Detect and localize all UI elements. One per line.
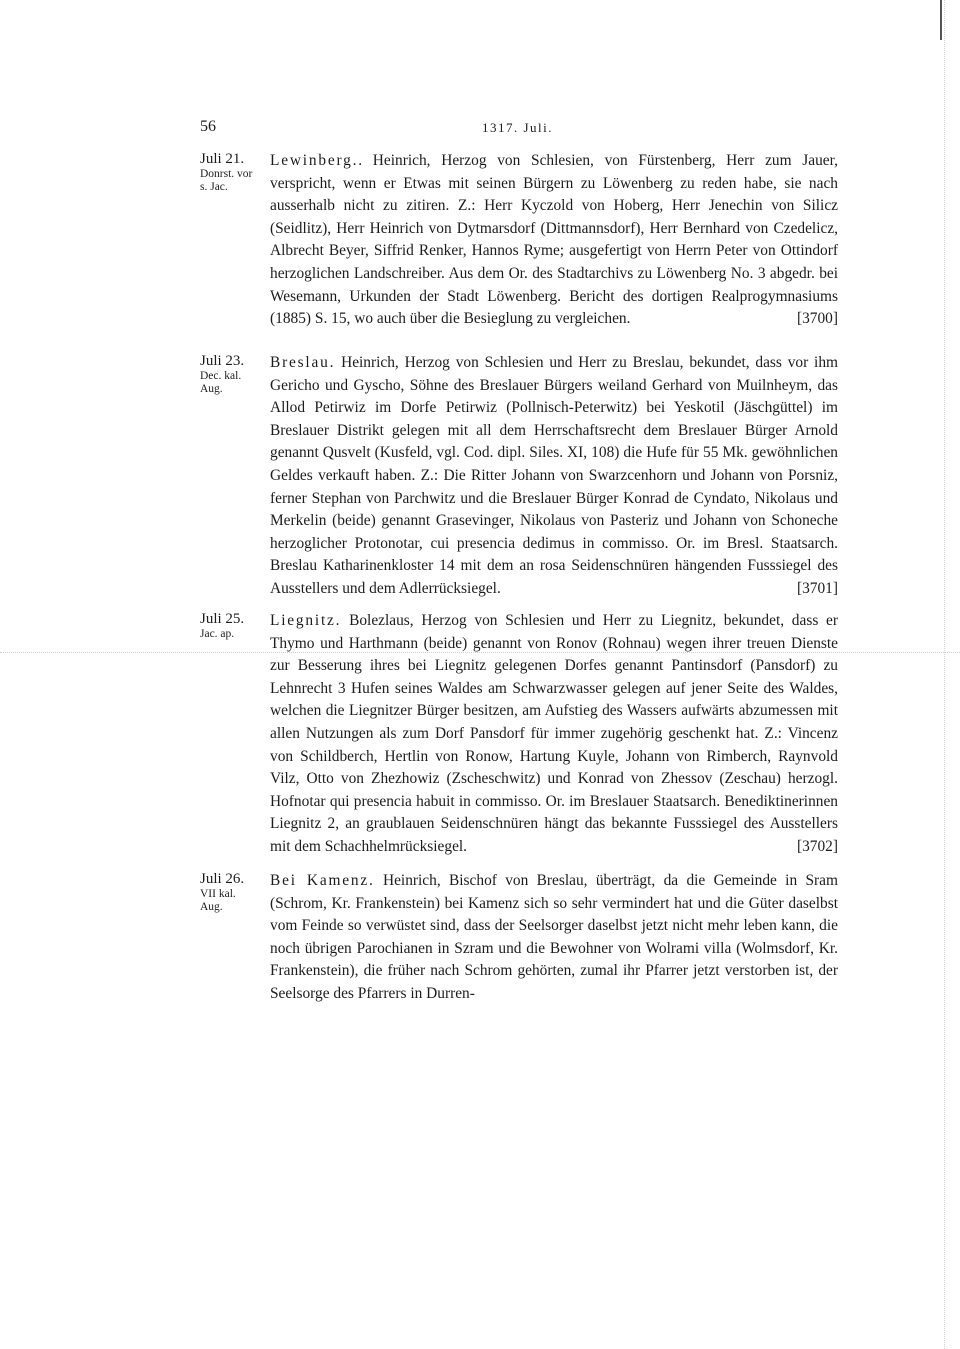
entry-number: [3702] <box>796 837 838 855</box>
entry-3702 <box>200 610 840 859</box>
entry-juli-26 <box>200 870 840 1006</box>
feast-note: Donrst. vor <box>200 168 253 180</box>
margin-date <box>200 150 268 194</box>
feast-note: s. Jac. <box>200 181 228 193</box>
regest-text: Bolezlaus, Herzog von Schlesien und Herr zu Liegnitz, bekundet, dass er Thymo und Harthmann (beide) genannt von Ronov (Rohnau) wegen ihrer treuen Dienste zur Besserung ihres bei Liegnitz gelegenen Dorfes genannt Pantinsdorf (Pansdorf) zu Lehnrecht 3 Hufen seines Waldes am Schwarzwasser gelegen auf jener Seite des Waldes, welchen die Liegnitzer Bürger besitzen, am Aufstieg des Wassers aufwärts abzumessen mit allen Nutzungen als zum Dorf Pansdorf für immer zugehörig geschenkt hat. Z.: Vincenz von Schildberch, Hertlin von Ronow, Hartung Kuyle, Johann von Rimberch, Raynvold Vilz, Otto von Zhezhowiz (Zscheschwitz) und Konrad von Zhessov (Zeschau) herzogl. Hofnotar qui presencia habuit in commisso. Or. im Breslauer Staatsarch. Benediktinerinnen Liegnitz 2, an graublauen Seidenschnüren hängt das bekannte Fusssiegel des Ausstellers mit dem Schachhelmrücksiegel. <box>270 612 838 855</box>
place-name: Liegnitz. <box>270 612 342 629</box>
margin-date <box>200 352 268 396</box>
margin-date <box>200 610 268 641</box>
regest-text: . Heinrich, Herzog von Schlesien, von Fürstenberg, Herr zum Jauer, verspricht, wenn er Etwas mit seinen Bürgern zu Löwenberg zu reden habe, sie nach ausserhalb nicht zu zitiren. Z.: Herr Kyczold von Hoberg, Herr Jenechin von Silicz (Seidlitz), Herr Heinrich von Dytmarsdorf (Dittmannsdorf), Herr Bernhard von Czedelicz, Albrecht Beyer, Siffrid Renker, Hannos Ryme; ausgefertigt von Herrn Peter von Ottindorf herzoglichen Landschreiber. Aus dem Or. des Stadtarchivs zu Löwenberg No. 3 abgedr. bei Wesemann, Urkunden der Stadt Löwenberg. Bericht des dortigen Realprogymnasiums (1885) S. 15, wo auch über die Besieglung zu vergleichen. <box>270 152 838 328</box>
feast-note: VII kal. <box>200 888 236 900</box>
date-label: Juli 23. <box>200 353 245 369</box>
place-name: Bei Kamenz. <box>270 872 375 889</box>
entry-3701 <box>200 352 840 601</box>
entry-number: [3701] <box>796 579 838 597</box>
place-name: Lewinberg. <box>270 152 359 169</box>
entry-text <box>270 150 838 331</box>
entry-3700 <box>200 150 840 331</box>
entry-number: [3700] <box>796 310 838 328</box>
feast-note: Dec. kal. <box>200 370 242 382</box>
date-label: Juli 25. <box>200 611 245 627</box>
feast-note: Jac. ap. <box>200 628 235 640</box>
entry-text <box>270 352 838 601</box>
feast-note: Aug. <box>200 901 223 913</box>
entry-text <box>270 870 838 1006</box>
margin-date <box>200 870 268 914</box>
page-number: 56 <box>200 118 216 135</box>
entry-text <box>270 610 838 859</box>
scan-edge <box>944 0 945 1349</box>
date-label: Juli 26. <box>200 871 245 887</box>
regest-text: Heinrich, Bischof von Breslau, überträgt, da die Gemeinde in Sram (Schrom, Kr. Frankenstein) bei Kamenz sich so sehr vermindert hat und die Güter daselbst vom Feinde so verwüstet sind, dass der Seelsorger daselbst jetzt nicht mehr leben kann, die noch übrigen Parochianen in Szram und die Bewohner von Wolrami villa (Wolmsdorf, Kr. Frankenstein), die früher nach Schrom gehörten, zumal ihr Pfarrer jetzt verstorben ist, der Seelsorge des Pfarrers in Durren- <box>270 872 838 1002</box>
feast-note: Aug. <box>200 383 223 395</box>
place-name: Breslau. <box>270 354 336 371</box>
scan-edge-mark <box>940 0 942 40</box>
regest-text: Heinrich, Herzog von Schlesien und Herr zu Breslau, bekundet, dass vor ihm Gericho und Gyscho, Söhne des Breslauer Bürgers weiland Gerhard von Muilnheym, das Allod Petirwiz im Dorfe Petirwiz (Pollnisch-Peterwitz) bei Yeskotil (Jäschgüttel) im Breslauer Distrikt gelegen mit all dem Herrschaftsrecht dem Breslauer Bürger Arnold genannt Qusvelt (Kusfeld, vgl. Cod. dipl. Siles. XI, 108) die Hufe für 55 Mk. gewöhnlichen Geldes verkauft haben. Z.: Die Ritter Johann von Swarzcenhorn und Johann von Porsniz, ferner Stephan von Parchwitz und die Breslauer Bürger Konrad de Cyndato, Nikolaus und Merkelin (beide) genannt Grasevinger, Nikolaus von Pasteriz und Johann von Schoneche herzoglicher Protonotar, cui presencia dedimus in commisso. Or. im Bresl. Staatsarch. Breslau Katharinenkloster 14 mit dem an rosa Seidenschnüren hängenden Fusssiegel des Ausstellers und dem Adlerrücksiegel. <box>270 354 838 597</box>
running-head: 1317. Juli. <box>482 120 554 135</box>
date-label: Juli 21. <box>200 151 245 167</box>
